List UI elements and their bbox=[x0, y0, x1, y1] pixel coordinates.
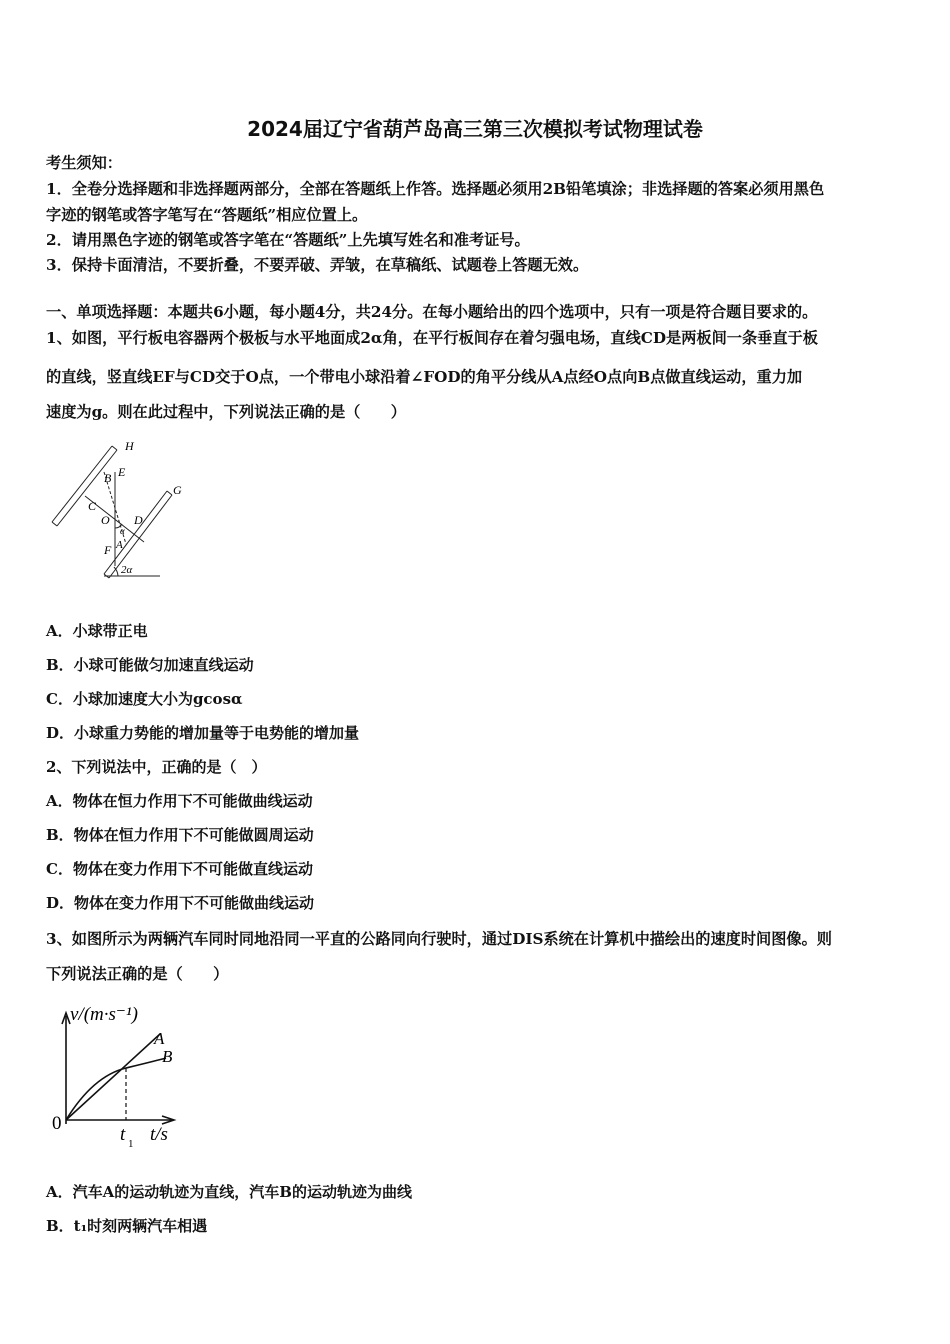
q3-vt-graph bbox=[48, 996, 198, 1152]
label-angle: 2α bbox=[121, 564, 133, 576]
q2-option: C．物体在变力作用下不可能做直线运动 bbox=[46, 860, 313, 878]
q1-stem-line: 1、如图，平行板电容器两个极板与水平地面成2α角，在平行板间存在着匀强电场，直线CD是两板间一条垂直于板 bbox=[46, 329, 818, 347]
curve-b-line bbox=[66, 1058, 166, 1120]
label-h: H bbox=[125, 439, 134, 453]
q1-option: B．小球可能做匀加速直线运动 bbox=[46, 656, 254, 674]
q1-option: C．小球加速度大小为gcosα bbox=[46, 690, 243, 708]
q1-option: A．小球带正电 bbox=[46, 622, 148, 640]
notice-item: 1．全卷分选择题和非选择题两部分，全部在答题纸上作答。选择题必须用2B铅笔填涂；非选择题的答案必须用黑色 bbox=[46, 180, 825, 198]
label-alpha: α bbox=[120, 526, 125, 536]
q3-stem-line: 3、如图所示为两辆汽车同时同地沿同一平直的公路同向行驶时，通过DIS系统在计算机中描绘出的速度时间图像。则 bbox=[46, 930, 832, 948]
q1-stem-line: 的直线，竖直线EF与CD交于O点，一个带电小球沿着∠FOD的角平分线从A点经O点向B点做直线运动，重力加 bbox=[46, 368, 803, 386]
label-o: O bbox=[101, 513, 110, 527]
notice-item: 3．保持卡面清洁，不要折叠，不要弄破、弄皱，在草稿纸、试题卷上答题无效。 bbox=[46, 256, 589, 274]
q3-option: B．t₁时刻两辆汽车相遇 bbox=[46, 1217, 208, 1235]
curve-b-label: B bbox=[162, 1047, 173, 1066]
curve-a-line bbox=[66, 1034, 160, 1120]
q3-option: A．汽车A的运动轨迹为直线，汽车B的运动轨迹为曲线 bbox=[46, 1183, 412, 1201]
q2-option: D．物体在变力作用下不可能做曲线运动 bbox=[46, 894, 315, 912]
y-axis-label: v/(m·s⁻¹) bbox=[70, 1004, 138, 1025]
origin-label: 0 bbox=[52, 1113, 62, 1134]
q1-option: D．小球重力势能的增加量等于电势能的增加量 bbox=[46, 724, 360, 742]
t1-subscript: 1 bbox=[128, 1138, 134, 1150]
page-title: 2024届辽宁省葫芦岛高三第三次模拟考试物理试卷 bbox=[247, 117, 703, 141]
q1-capacitor-figure bbox=[40, 436, 200, 584]
notice-item: 字迹的钢笔或答字笔写在“答题纸”相应位置上。 bbox=[46, 206, 368, 224]
label-a: A bbox=[116, 539, 123, 551]
x-axis-label: t/s bbox=[150, 1124, 168, 1145]
label-f: F bbox=[104, 543, 112, 557]
label-g: G bbox=[173, 483, 182, 497]
q2-option: A．物体在恒力作用下不可能做曲线运动 bbox=[46, 792, 313, 810]
curve-a-label: A bbox=[154, 1029, 165, 1048]
q3-stem-line: 下列说法正确的是（ ） bbox=[46, 965, 229, 983]
notice-item: 2．请用黑色字迹的钢笔或答字笔在“答题纸”上先填写姓名和准考证号。 bbox=[46, 231, 530, 249]
section-heading: 一、单项选择题：本题共6小题，每小题4分，共24分。在每小题给出的四个选项中，只有一项是符合题目要求的。 bbox=[46, 303, 818, 321]
label-b: B bbox=[104, 471, 112, 485]
label-e: E bbox=[118, 465, 126, 479]
q2-option: B．物体在恒力作用下不可能做圆周运动 bbox=[46, 826, 314, 844]
label-d: D bbox=[134, 513, 143, 527]
q2-stem: 2、下列说法中，正确的是（ ） bbox=[46, 758, 267, 776]
label-c: C bbox=[88, 499, 97, 513]
notice-heading: 考生须知： bbox=[46, 154, 122, 172]
t1-tick-label: t bbox=[120, 1124, 126, 1145]
q1-stem-line: 速度为g。则在此过程中，下列说法正确的是（ ） bbox=[46, 403, 406, 421]
